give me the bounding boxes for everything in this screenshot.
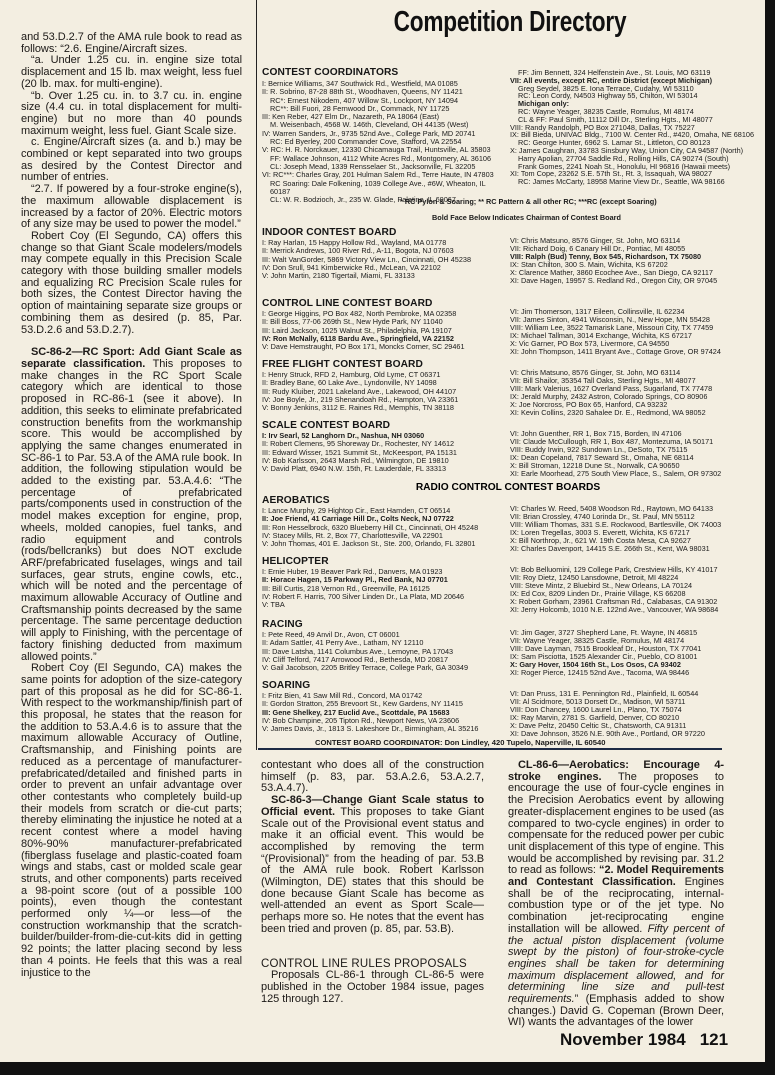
list-item: I: Ernie Huber, 19 Beaver Park Rd., Danvers, MA 01923 [262,567,443,576]
list-item: IV: Robert F. Harris, 700 Silver Linden Dr., La Plata, MD 20646 [262,591,465,601]
list-item: XI: Earle Moorhead, 275 South View Place, S., Salem, OR 97302 [510,469,722,479]
text-run: “2.7. If powered by a four-stroke engine(s), the maximum allowable displacement is increased by a factor of 20%. Electric motors of any size may be used to power the model.” [21,183,242,231]
list-item: III: Edward Wisser, 1521 Summit St., McKeesport, PA 15131 [262,447,457,457]
list-item: VIII: Randy Randolph, PO Box 271048, Dallas, TX 75227 [510,122,695,132]
list-item: III: Bill Curtis, 218 Vernon Rd., Greenville, PA 16125 [262,583,430,593]
list-item: II: Horace Hagen, 15 Parkway Pl., Red Bank, NJ 07701 [262,575,448,585]
list-item: VII: James Sinton, 4941 Wisconsin, N., New Hope, MN 55428 [510,315,710,325]
section-heading: SCALE CONTEST BOARD [262,420,391,431]
paragraph [261,760,484,795]
list-item: I: Irv Searl, 52 Langhorn Dr., Nashua, NH 03060 [262,431,425,440]
issue-date: November 1984 [560,1030,686,1049]
list-item: IX: Michael Tallman, 3014 Exchange, Wichita, KS 67217 [510,331,692,341]
list-item: III: Walt VanGorder, 5869 Victory View Ln., Cincinnati, OH 45238 [262,254,472,264]
list-item: X: Dave Peltz, 20450 Celtic St., Chatsworth, CA 91311 [510,721,687,731]
directory-bottom-rule [258,748,722,750]
list-item: II: Joe Friend, 41 Carriage Hill Dr., Colts Neck, NJ 07722 [262,514,454,524]
list-item: FF: Jim Bennett, 324 Helfenstein Ave., St. Louis, MO 63119 [518,68,711,77]
list-item: VIII: Dave Layman, 7515 Brookleaf Dr., Houston, TX 77041 [510,644,702,654]
list-item: RC: George Hunter, 6962 S. Lamar St., Littleton, CO 80123 [518,138,711,148]
list-item: XI: Jerry Holcomb, 1010 N.E. 122nd Ave., Vancouver, WA 98684 [510,605,719,615]
list-item: I: Lance Murphy, 29 Hightop Cir., East Hamden, CT 06514 [262,506,451,515]
list-item: XI: Roger Pierce, 12415 52nd Ave., Tacoma, WA 98446 [510,668,690,678]
middle-text-column [261,760,484,1005]
list-item: IX: Stan Chilton, 300 S. Main, Wichita, KS 67202 [510,260,668,270]
list-item: I: Fritz Bien, 41 Saw Mill Rd., Concord, MA 01742 [262,691,423,700]
list-item: X: Clarence Mather, 3860 Ecochee Ave., San Diego, CA 92117 [510,268,713,278]
list-item: II: R. Sobrino, 87-28 88th St., Woodhaven, Queens, NY 11421 [262,87,463,97]
list-item: VIII: William Thomas, 331 S.E. Rockwood, Bartlesville, OK 74003 [510,520,722,530]
bold-run: “2. Model Requirements and Contestant Classification. [508,864,724,889]
list-item: VI: Chris Matsuno, 8576 Ginger, St. John, MO 63114 [510,236,681,245]
list-item: VI: Dan Pruss, 131 E. Pennington Rd., Plainfield, IL 60544 [510,689,699,698]
italic-run: Fifty percent of the actual piston displacement (volume swept by the piston) of four-stroke-cycle engines shall be taken for determining maximum displacement allowed, and for determining line size and pull-test requirements. [508,922,725,1006]
list-item: V: Bonny Jenkins, 3112 E. Raines Rd., Memphis, TN 38118 [262,403,454,413]
list-item: I: Henry Struck, RFD 2, Hamburg, Old Lyme, CT 06371 [262,370,441,379]
list-item: XI: Dave Johnson, 3526 N.E. 90th Ave., Portland, OR 97220 [510,729,705,739]
text-run: “b. Over 1.25 cu. in. to 3.7 cu. in. engine size (4.4 cu. in total displacement for multi-engine) but no more than 40 pounds maximum weight, less fuel. Giant Scale size. [21,89,242,137]
board-member-list [510,369,764,418]
board-member-list [510,690,764,739]
list-item: I: George Higgins, PO Box 482, North Pembroke, MA 02358 [262,309,457,318]
text-run: Robert Coy (El Segundo, CA) offers this change so that Giant Scale modelers/models may compete equally in this Precision Scale category with those building smaller models and equalizing RC Precision Scale rules for both sizes, the Contest Director having the option of maintaining separate size groups or combining them as desired (p. 85, Par. 53.D.2.6 and 53.D.2.7). [21,229,242,336]
paragraph [21,663,242,979]
paragraph [21,231,242,336]
list-item: XI: Charles Davenport, 14415 S.E. 266th St., Kent, WA 98031 [510,544,710,554]
list-item: IX: Ray Marvin, 2781 S. Garfield, Denver, CO 80210 [510,713,680,723]
list-item: I: Bernice Williams, 347 Southwick Rd., Westfield, MA 01085 [262,79,458,88]
section-heading: AEROBATICS [262,495,330,506]
list-item: IX: Jerald Murphy, 2432 Astron, Colorado Springs, CO 80906 [510,392,708,402]
text-run: Engines shall be of the reciprocating, internal-combustion type or of the jet type. No combination jet-reciprocating engine installation will be allowed. [508,876,724,935]
list-item: VII: Claude McCullough, RR 1, Box 487, Montezuma, IA 50171 [510,437,714,447]
list-item: VIII: Don Chancey, 1600 Laurel Ln., Plano, TX 75074 [510,705,682,715]
board-member-list [262,80,506,204]
list-item: X: Robert Gorham, 23961 Craftsman Rd., Calabasas, CA 91302 [510,597,718,607]
section-heading: FREE FLIGHT CONTEST BOARD [262,359,423,370]
list-item: X: Bill Stroman, 12218 Dune St., Norwalk, CA 90650 [510,461,680,471]
list-item: III: Dave Latsha, 1141 Columbus Ave., Lemoyne, PA 17043 [262,646,454,656]
section-heading: HELICOPTER [262,556,329,567]
board-member-list [262,507,506,548]
list-item: VI: Jim Gager, 3727 Shepherd Lane, Ft. Wayne, IN 46815 [510,628,698,637]
list-item: V: TBA [262,600,285,610]
paragraph [21,184,242,231]
list-item: III: Gene Shelkey, 217 Euclid Ave., Scottdale, PA 15683 [262,707,450,717]
list-item: X: James Caughran, 33783 Sinsbury Way, Union City, CA 94587 (North) [510,145,744,155]
board-member-list [262,432,506,473]
list-item: III: Laird Jackson, 1025 Walnut St., Philadelphia, PA 19107 [262,325,452,335]
list-item: IX: Sam Pisciotta, 1525 Alexander Cir., Pueblo, CO 81001 [510,652,698,662]
list-item: IV: Joe Boyle, Jr., 219 Shenandoah Rd., Hampton, VA 23361 [262,394,459,404]
list-item: I: Pete Reed, 49 Anvil Dr., Avon, CT 06001 [262,630,400,639]
list-item: XI: Kevin Collins, 2320 Sahalee Dr. E., Redmond, WA 98052 [510,408,706,418]
paragraph [21,137,242,184]
list-item: VII: Al Scidmore, 5013 Dorsett Dr., Madison, WI 53711 [510,697,686,707]
list-item: V: Gail Jacobson, 2205 Britley Terrace, College Park, GA 30349 [262,663,469,673]
list-item: CL: W. R. Bodzioch, Jr., 235 W. Glade, Palatine, IL 60067 [270,195,456,205]
list-item: II: Gordon Stratton, 255 Brevoort St., Kew Gardens, NY 11415 [262,699,463,709]
list-item: RC: Leon Cordy, N4503 Highway 55, Chilton, WI 53014 [518,91,698,101]
board-member-list [262,568,506,609]
list-item: V: RC: H. R. Norckauer, 12330 Chicamauga Trail, Huntsville, AL 35803 [262,145,491,155]
list-item: X: Bill Northrop, Jr., 621 W. 19th Costa Mesa, CA 92627 [510,536,691,546]
list-item: II: Bradley Bane, 60 Lake Ave., Lyndonville, NY 14098 [262,378,437,388]
list-item: RC: James McCarty, 18958 Marine View Dr., Seattle, WA 98166 [518,177,725,187]
list-item: RC: Ed Byerley, 200 Commander Cove, Stafford, VA 22554 [270,137,462,147]
list-item: II: Merrick Andrews, 100 River Rd., A-11, Bogota, NJ 07603 [262,246,454,256]
paragraph [21,91,242,138]
board-member-list [510,566,764,615]
text-run: Robert Coy (El Segundo, CA) makes the same points for adoption of the size-category part of this proposal as he did for SC-86-1. With respect to the workmanship/finish part of this proposal, he states that the reason for the addition to 53.A.4.6 is to assure that the maximum allowable Accuracy of Outline, Craftsmanship, and Finishing points are reduced as a percentage of manufacturer-prefabricated/detailed and finished parts in order to prevent an unfair advantage over other contestants who completely build-up their models from scratch or die-cut parts; thereby eliminating the injustice he noted at a recent contest where a model having 80%-90% manufacturer-prefabricated (fiberglass fuselage and plastic-coated foam wings and stabs, cast or molded scale gear struts, and other components) parts received a 98-point score (out of a possible 100 points), even though the contestant performed only ¼—or less—of the construction workmanship that the scratch-builder/builder-from-die-cut-kits did in getting 92 points; the latter placing second by less than 4 points. He feels that this was a real injustice to the [21,662,242,979]
list-item: FF: Wallace Johnson, 4112 White Acres Rd., Montgomery, AL 36106 [270,153,492,163]
list-item: IV: Bob Champine, 205 Tipton Rd., Newport News, VA 23606 [262,715,460,725]
list-item: IV: Stacey Mills, Rt. 2, Box 77, Charlottesville, VA 22901 [262,530,443,540]
list-item: X: Vic Garner, PO Box 573, Livermore, CA 94550 [510,339,670,349]
list-item: VI: Chris Matsuno, 8576 Ginger, St. John, MO 63114 [510,368,681,377]
board-member-list [510,629,764,678]
list-item: IV: Bob Karlsson, 2643 Marsh Rd., Wilmington, DE 19810 [262,455,449,465]
list-item: VII: Wayne Yeager, 38325 Castle, Romulus, MI 48174 [510,636,685,646]
directory-title: Competition Directory [393,6,627,38]
list-item: III: Ken Reber, 427 Elm Dr., Nazareth, PA 18064 (East) [262,112,440,122]
paragraph [21,55,242,90]
list-item: V: John Thomas, 401 E. Jackson St., Ste. 200, Orlando, FL 32801 [262,539,476,549]
list-item: VII: Brian Crossley, 4740 Lorinda Dr., St. Paul, MN 55112 [510,512,695,522]
list-item: VII: Bill Shailor, 35354 Tall Oaks, Sterling Hgts., MI 48077 [510,376,696,386]
list-item: VI: Bob Belluomini, 129 College Park, Crestview Hills, KY 41017 [510,565,718,574]
list-item: X: Gary Hover, 1504 16th St., Los Osos, CA 93402 [510,660,681,670]
list-item: X: Joe Norcross, PO Box 65, Hanford, CA 93232 [510,400,668,410]
list-item: III: Rudy Kluiber, 2021 Lakeland Ave., Lakewood, OH 44107 [262,386,457,396]
paragraph [508,760,724,1029]
paragraph [261,970,484,1005]
paragraph [21,32,242,55]
board-member-list [510,69,764,186]
paragraph [261,795,484,935]
section-heading: SOARING [262,680,311,691]
list-item: Greg Seydel, 3825 E. Iona Terrace, Cudahy, WI 53110 [518,83,694,93]
paragraph [21,347,242,663]
list-item: II: Robert Clemens, 95 Shoreway Dr., Rochester, NY 14612 [262,439,455,449]
text-run: Proposals CL-86-1 through CL-86-5 were published in the October 1984 issue, pages 125 through 127. [261,969,484,1005]
list-item: XI: Dave Hagen, 19957 S. Redland Rd., Oregon City, OR 97045 [510,276,718,286]
text-run: c. Engine/Aircraft sizes (a. and b.) may be combined or kept separated into two groups as desired by the Contest Director and number of entries. [21,136,242,184]
list-item: V: David Platt, 6940 N.W. 15th, Ft. Lauderdale, FL 33313 [262,464,447,474]
list-item: VI: Charles W. Reed, 5408 Woodson Rd., Raytown, MO 64133 [510,504,714,513]
section-heading: CONTROL LINE CONTEST BOARD [262,298,433,309]
bold-run: SC-86-3—Change Giant Scale status to Official event. [261,794,484,818]
directory-box-border [256,0,257,750]
text-run: “a. Under 1.25 cu. in. engine size total displacement and 15 lb. max weight, less fuel (20 lb. max. for multi-engine). [21,54,242,90]
left-text-column [21,32,242,979]
section-heading: CONTEST COORDINATORS [262,67,399,78]
list-item: RC**: Bill Fuori, 28 Fernwood Dr., Commack, NY 11725 [270,103,450,113]
list-item: II: Adam Sattler, 41 Perry Ave., Latham, NY 12110 [262,638,424,648]
board-member-list [510,237,764,286]
board-member-list [262,239,506,280]
chairman-note: Bold Face Below Indicates Chairman of Contest Board [432,213,621,222]
page-footer [560,1030,728,1050]
list-item: XI: Tom Cope, 23262 S.E. 57th St., Rt. 3, Issaquah, WA 98027 [510,169,712,179]
text-run: and 53.D.2.7 of the AMA rule book to read as follows: “2.6. Engine/Aircraft sizes. [21,31,242,55]
list-item: VIII: Buddy Irwin, 922 Sundown Ln., DeSoto, TX 75115 [510,445,688,455]
list-item: CL: Joseph Mead, 1339 Rensselaer St., Jacksonville, FL 32205 [270,161,476,171]
right-text-column [508,760,724,1029]
list-item: M. Weisenbach, 4568 W. 146th, Cleveland, OH 44135 (West) [270,120,469,130]
list-item: V: James Davis, Jr., 1813 S. Lakeshore Dr., Birmingham, AL 35216 [262,724,479,734]
footnote: * RC Pylon & Soaring; ** RC Pattern & all other RC; ***RC (except Soaring) [400,197,657,206]
list-item: V: John Martin, 2180 Tigertail, Miami, FL 33133 [262,271,415,281]
board-coordinator: CONTEST BOARD COORDINATOR: Don Lindley, 420 Tupelo, Naperville, IL 60540 [315,738,606,747]
section-heading: RACING [262,619,303,630]
section-heading: CONTROL LINE RULES PROPOSALS [261,957,467,970]
list-item: IV: Ron McNally, 6118 Bardu Ave., Springfield, VA 22152 [262,333,454,343]
bold-run: CL-86-6—Aerobatics: Encourage 4-stroke engines. [508,759,724,783]
list-item: RC*: Ernest Nikodem, 407 Willow St., Lockport, NY 14094 [270,95,459,105]
list-item: III: Ron Hesselbrock, 6320 Blueberry Hill Ct., Cincinnati, OH 45248 [262,522,479,532]
list-item: VIII: Mark Valerius, 1627 Overland Pass, Sugarland, TX 77478 [510,384,713,394]
text-run: contestant who does all of the construction himself (p. 83, par. 53.A.2.6, 53.A.2.7, 53.A.4.7). [261,759,484,795]
list-item: IV: Cliff Telford, 7417 Arrowood Rd., Bethesda, MD 20817 [262,654,449,664]
list-item: IX: Loren Tregellas, 3003 S. Everett, Wichita, KS 67217 [510,528,690,538]
list-item: VIII: William Lee, 3522 Tamarisk Lane, Missouri City, TX 77459 [510,323,714,333]
list-item: VIII: Steve Mintz, 2 Bluebird St., New Orleans, LA 70124 [510,581,693,591]
list-item: VII: All events, except RC, entire District (except Michigan) [510,75,713,85]
list-item: IX: Dean Copeland, 7817 Seward St., Omaha, NE 68114 [510,453,694,463]
list-item: VIII: Ralph (Bud) Tenny, Box 545, Richardson, TX 75080 [510,252,702,262]
list-item: IV: Warren Sanders, Jr., 9735 52nd Ave., College Park, MD 20741 [262,128,476,138]
list-item: Harry Apolian, 27704 Saddle Rd., Rolling Hills, CA 90274 (South) [518,153,729,163]
board-member-list [262,631,506,672]
list-item: CL & FF: Paul Smith, 11112 Dill Dr., Sterling Hgts., MI 48077 [518,114,713,124]
text-run: This proposes to take Giant Scale out of the Provisional event status and make it an official event. This would be accomplished by removing the term “(Provisional)” from the heading of par. 53.B of the AMA rule book. Robert Karlsson (Wilmington, DE) states that this should be done because Giant Scale has become as well-attended an event as Sport Scale—perhaps more so. He notes that the event has been tried and proven (p. 85, par. 53.B). [261,805,484,935]
board-member-list [510,430,764,479]
page-number: 121 [699,1030,729,1049]
list-item: VII: Roy Dietz, 12450 Lansdowne, Detroit, MI 48224 [510,573,679,583]
list-item: VI: Jim Thomerson, 1317 Eileen, Collinsville, IL 62234 [510,307,685,316]
text-run: ” (Emphasis added to show changes.) David G. Copeman (Brown Deer, WI) wants the advantages of the lower [508,993,724,1029]
board-member-list [510,505,764,554]
list-item: II: Bill Boss, 77-06 269th St., New Hyde Park, NY 11040 [262,317,443,327]
list-item: Michigan only: [518,99,570,109]
text-run: The proposes to encourage the use of four-cycle engines in the Precision Aerobatics event by allowing greater-displacement engines to be used (as compared to two-cycle engines) in order to compensate for the reduced power per cubic unit displacement of this type of engine. This would be accomplished by revising par. 31.2 to read as follows: [508,770,724,877]
text-run: This proposes to make changes in the RC Sport Scale category which are identical to those proposed in RC-86-1 (see it above). In addition, this seeks to eliminate prefabricated construction benefits from the workmanship score. This would be accomplished by applying the same changes enumerated in SC-86-1 to Par. 53.A of the AMA rule book. In addition, the following stipulation would be added to the existing par. 53.A.4.6: “The percentage of prefabricated parts/components used in construction of the model makes exception for engine, prop, wheels, molded canopies, fuel tanks, and radio equipment and controls (rods/bellcranks) but does NOT exclude ARF/prefabricated fuselages, wings and tail surfaces, gear struts, engine cowls, etc., which will be noted and the percentage of maximum allowable Accuracy of Outline and Craftsmanship points decreased by the same percentage. The same percentage deduction will apply to Finishing, with the percentage of factory finishing deducted from maximum allowed points.” [21,357,242,663]
board-member-list [262,692,506,733]
list-item: IX: Ed Cox, 8209 Linden Dr., Prairie Village, KS 66208 [510,589,686,599]
list-item: VI: RC***: Charles Gray, 201 Hulman Salem Rd., Terre Haute, IN 47803 [262,170,494,180]
list-item: XI: John Thompson, 1411 Bryant Ave., Cottage Grove, OR 97424 [510,347,721,357]
board-member-list [262,310,506,351]
list-item: VII: Richard Doig, 6 Canary Hill Dr., Pontiac, MI 48055 [510,244,686,254]
list-item: Frank Gomes, 2241 Noah St., Honolulu, HI 96816 (Hawaii meets) [518,161,731,171]
list-item: RC: Wayne Yeager, 38235 Castle, Romulus, MI 48174 [518,106,694,116]
list-item: IV: Don Srull, 941 Kimberwicke Rd., McLean, VA 22102 [262,262,441,272]
list-item: IX: Bill Bieda, UNIVAC Bldg., 7100 W. Center Rd., #420, Omaha, NE 68106 [510,130,755,140]
list-item: RC Soaring: Dale Folkening, 1039 College Ave., #6W, Wheaton, IL 60187 [270,178,486,196]
section-heading: INDOOR CONTEST BOARD [262,227,397,238]
board-member-list [262,371,506,412]
list-item: VI: John Guenther, RR 1, Box 715, Borden, IN 47106 [510,429,682,438]
board-member-list [510,308,764,357]
list-item: I: Ray Harlan, 15 Happy Hollow Rd., Wayland, MA 01778 [262,238,447,247]
rc-boards-heading: RADIO CONTROL CONTEST BOARDS [415,482,601,493]
list-item: V: Dave Hemstraught, PO Box 171, Moncks Corner, SC 29461 [262,342,465,352]
bold-run: SC-86-2—RC Sport: Add Giant Scale as separate classification. [21,346,242,370]
